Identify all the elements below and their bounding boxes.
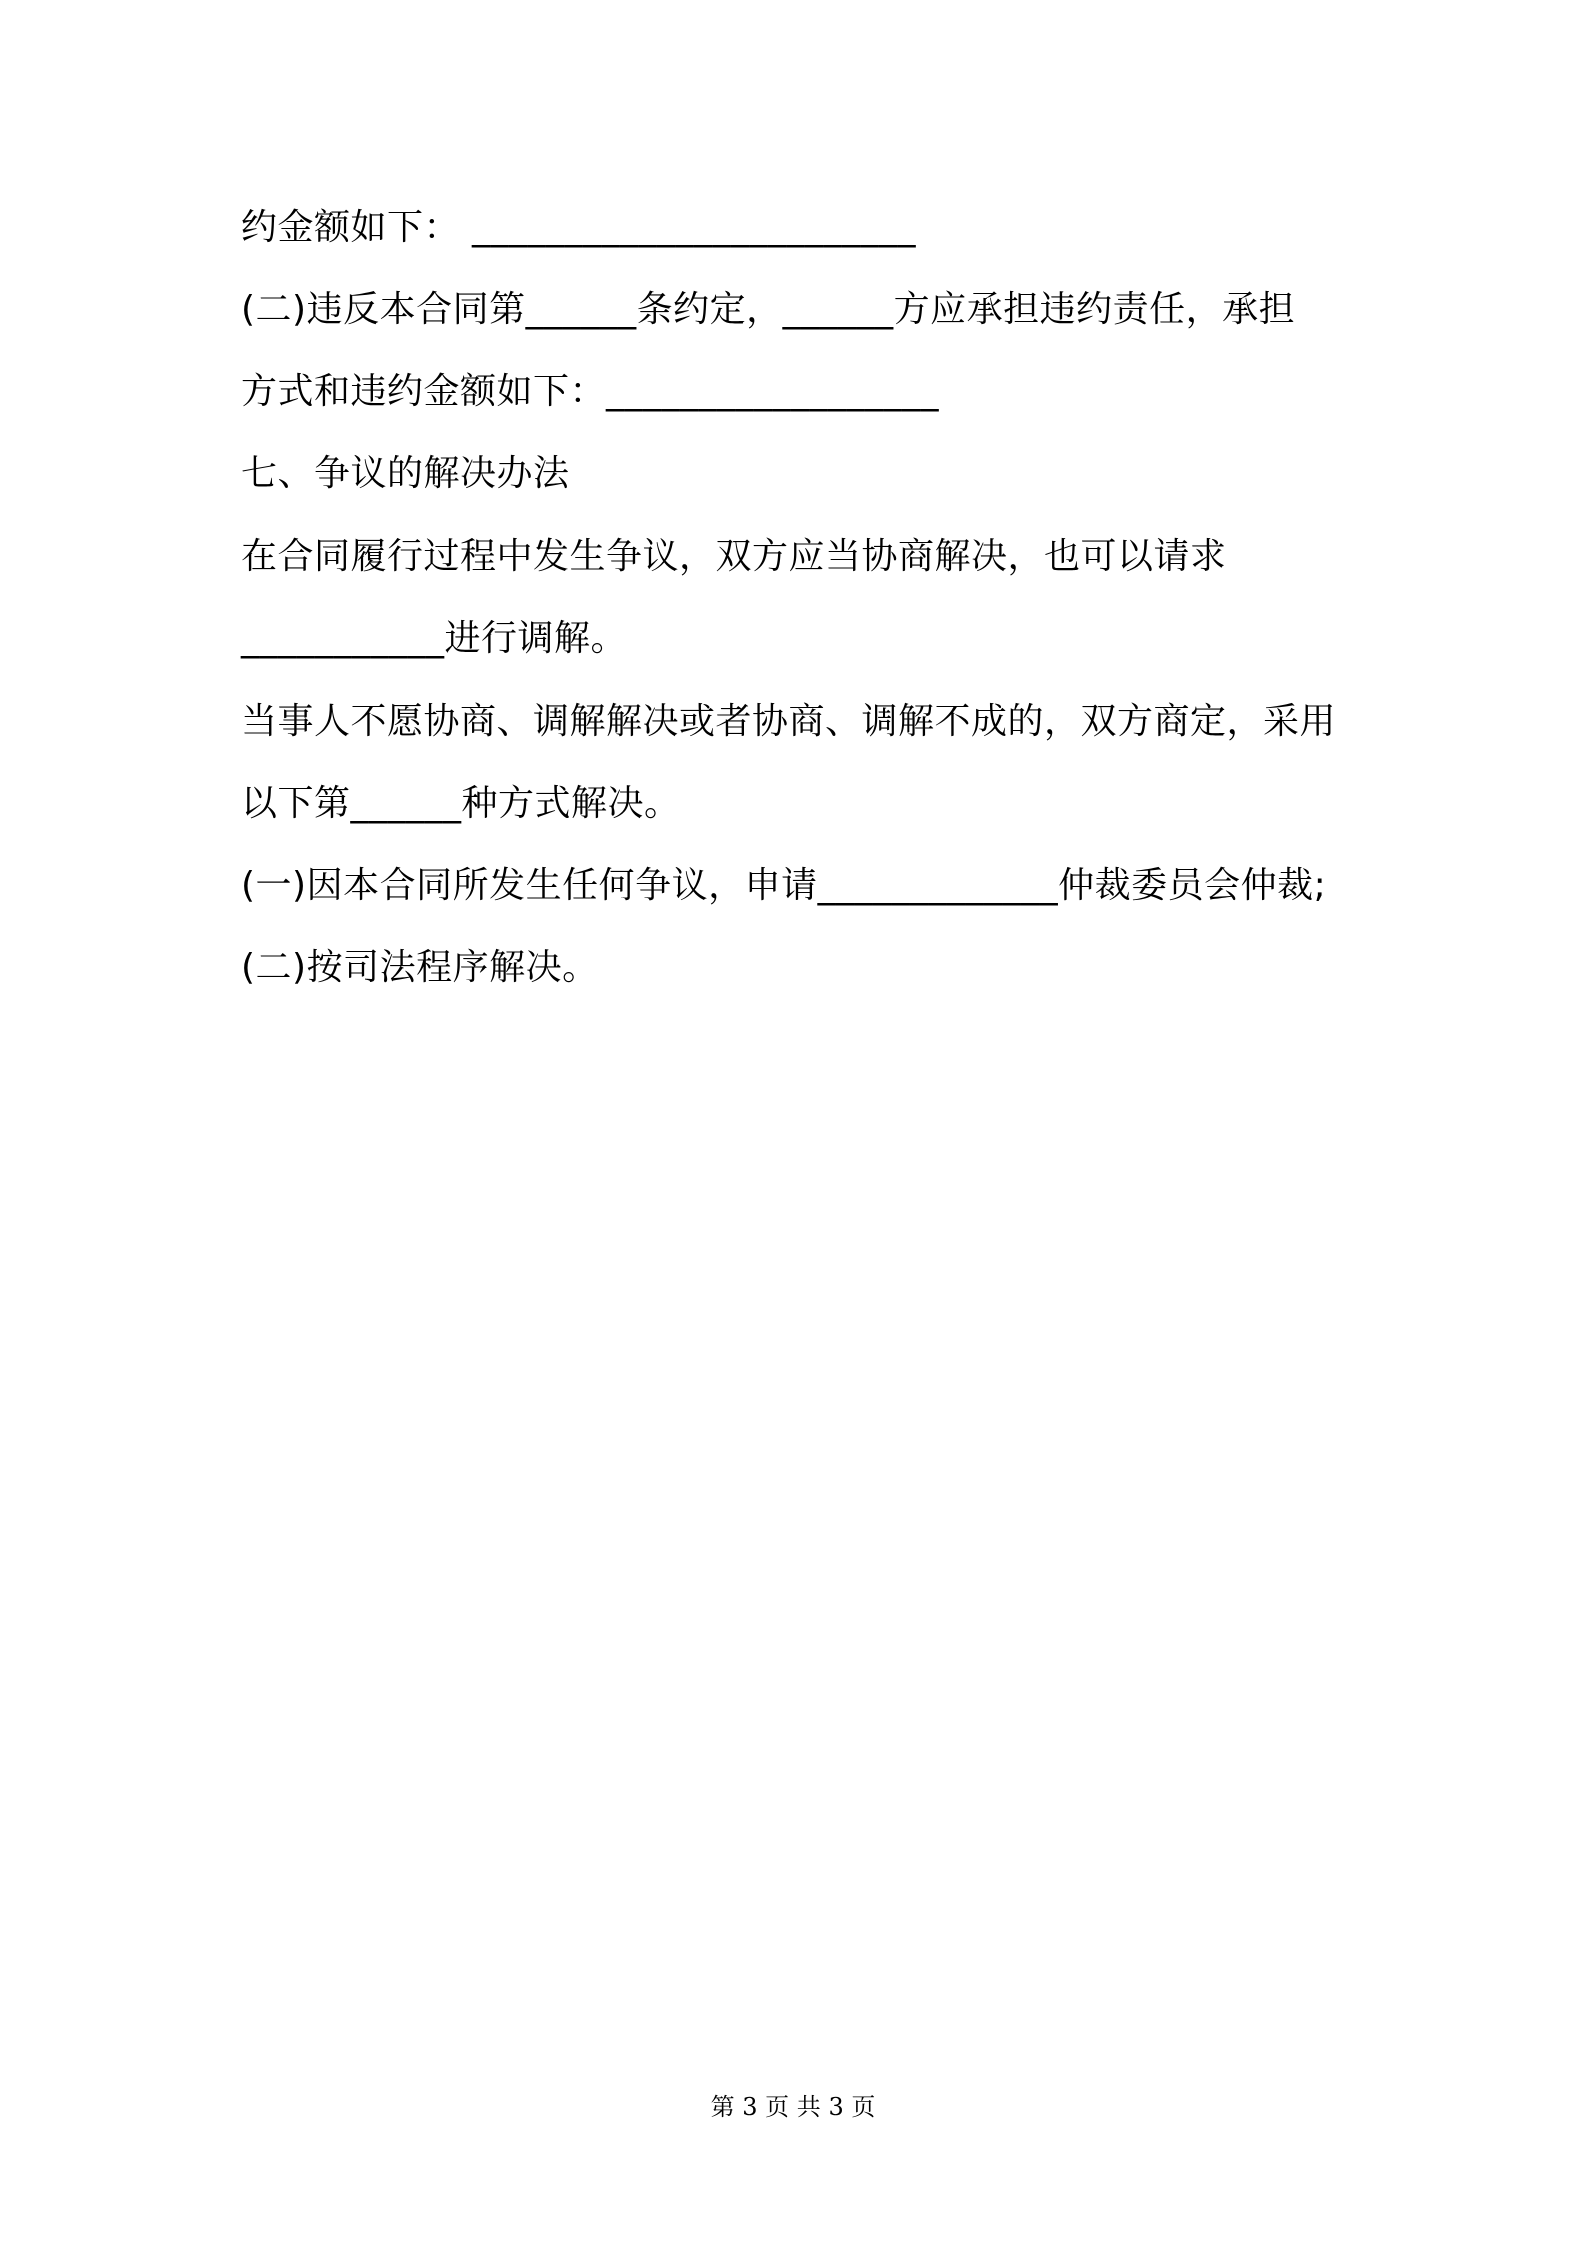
text-line-negotiation: 在合同履行过程中发生争议，双方应当协商解决，也可以请求 (241, 536, 1227, 577)
text-line-agreement: 当事人不愿协商、调解解决或者协商、调解不成的，双方商定，采用 (241, 701, 1337, 742)
text-line-penalty-amount: 约金额如下： ________________________ (241, 207, 916, 248)
text-line-mediation: ___________进行调解。 (241, 618, 628, 659)
text-line-arbitration: (一)因本合同所发生任何争议，申请_____________仲裁委员会仲裁; (241, 865, 1327, 906)
text-line-method-choice: 以下第______种方式解决。 (241, 783, 681, 824)
section-heading-dispute-resolution: 七、争议的解决办法 (241, 453, 570, 494)
text-line-clause-breach: (二)违反本合同第______条约定，______方应承担违约责任，承担 (241, 289, 1296, 330)
page-footer: 第 3 页 共 3 页 (710, 2093, 876, 2121)
text-line-judicial: (二)按司法程序解决。 (241, 947, 599, 988)
text-line-liability-method: 方式和违约金额如下：__________________ (241, 371, 940, 412)
